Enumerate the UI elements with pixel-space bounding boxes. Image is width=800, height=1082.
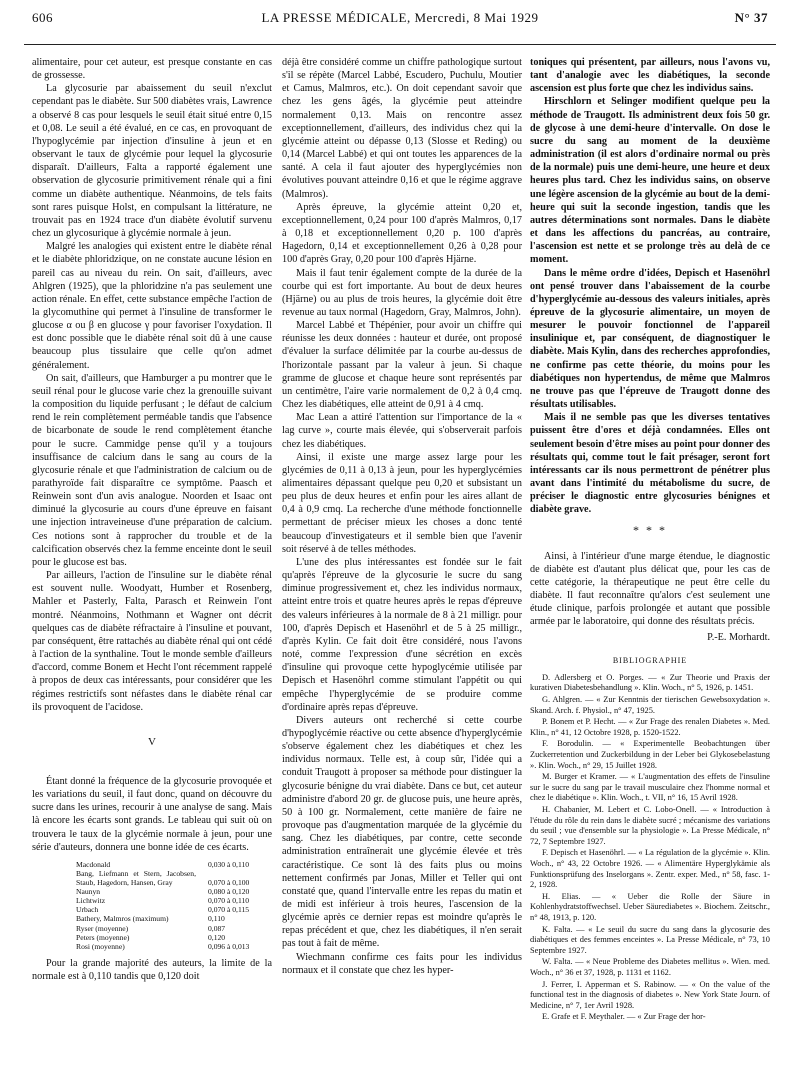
paragraph: Mais il ne semble pas que les diverses tentatives puissent être d'ores et déjà condamnées. Elles ont seulement besoin d'être mises au point pour donner des résultats qui, comme tout le fait présager, seront fort intéressants car ils nous permettront de pénétrer plus avant dans l'intimité du métabolisme du sucre, de préciser le diagnostic entre glycosuries bénignes et diabète grave.	[530, 412, 770, 516]
bibliography-entry: H. Elias. — « Ueber die Rolle der Säure in Kohlenhydratstoffwechsel. Ueber Säurediabetes ». Biochem. Zeitschr., n° 48, 1913, p. 120.	[530, 891, 770, 922]
paragraph: déjà être considéré comme un chiffre pathologique surtout s'il se répète (Marcel Labbé, Escudero, Puchulu, Moutier et Camus, Malmros, etc.). On doit cependant savoir que chez les gens âgés, la glycémie peut atteindre normalement 0,13. Mais on rencontre assez exceptionnellement, d'ailleurs, des individus chez qui la glycémie atteint ou dépasse 0,13 (Slosse et Reding) ou 0,14 (Marcel Labbé) et qui ont toutes les apparences de la santé. A cela il faut ajouter des hyperglycémies non évolutives pouvant atteindre 0,16 et que le régime aggrave (Malmros).	[282, 57, 522, 200]
column-left	[32, 56, 272, 983]
paragraph: La glycosurie par abaissement du seuil n'exclut cependant pas le diabète. Sur 500 diabètes vrais, Lawrence a observé 8 cas pour lesquels le seuil était situé entre 0,15 et 0,08. Le seuil a été évalué, en ce cas, en provoquant de l'hypoglycémie par injection d'insuline à jeun et en observant le taux de glycémie pour lequel la glycosurie disparaît. D'ailleurs, Falta a rapporté également une observation de glycosurie primitivement rénale qui a fini comme un diabète authentique. Néanmoins, de tels faits sont rares puisque Holst, en compulsant la littérature, ne trouvait pas en 1924 trace d'un diabète évolutif survenu chez un glycosurique à glycémie normale à jeun.	[32, 83, 272, 240]
author-cell: Naunyn	[76, 887, 101, 897]
section-numeral: V	[148, 735, 156, 748]
value-cell: 0,087	[208, 923, 226, 933]
bibliography	[530, 673, 770, 1023]
paragraph: alimentaire, pour cet auteur, est presque constante en cas de grossesse.	[32, 57, 272, 82]
table-row	[76, 887, 253, 896]
paragraph: Mais il faut tenir également compte de la durée de la courbe qui est fort importante. Au bout de deux heures (Hjärne) ou au plus de trois heures, la glycémie doit être revenue au taux normal (Hagedorn, Gray, Malmros, John).	[282, 267, 522, 318]
value-cell: 0,070 à 0,110	[208, 896, 250, 906]
table-row	[76, 905, 253, 914]
bibliography-entry: G. Ahlgren. — « Zur Kenntnis der tierischen Gewebsoxydation ». Skand. Arch. f. Physiol., n° 47, 1925.	[530, 695, 770, 715]
issue-number: N° 37	[734, 10, 768, 25]
value-cell: 0,080 à 0,120	[208, 887, 250, 897]
table-row	[76, 869, 253, 887]
table-row	[76, 914, 253, 923]
value-cell: 0,120	[208, 932, 226, 942]
bibliography-entry: F. Borodulin. — « Experimentelle Beobachtungen über Zuckerretention und Zuckerbildung in der Leber bei Glykosebelastung ». Klin. Woch., n° 29, 15 Juillet 1928.	[530, 739, 770, 770]
bibliography-entry: F. Depisch et Hasenöhrl. — « La régulation de la glycémie ». Klin. Woch., n° 43, 22 Octobre 1926. — « Alimentäre Hyperglykämie als Funktionsprüfung des Inselorgans ». Zentr. exper. Med., n° 58, fasc. 1-2, 1928.	[530, 848, 770, 890]
paragraph: Par ailleurs, l'action de l'insuline sur le diabète rénal est souvent nulle. Woodyatt, Humber et Rosenberg, Mahler et Pasterly, Falta, Parasch et Reinwein l'ont montré. Néanmoins, Nothmann et Wagner ont décrit quelques cas de diabète réfractaire à l'insuline et pouvant, par conséquent, être rattachés au diabète rénal qui ont cédé à l'action de la synthaline. Tout le monde semble d'ailleurs d'accord, comme Bonem et Hecht l'ont récemment rappelé à propos de deux cas intéressants, pour considérer que les régimes restrictifs sont néfastes dans le diabète rénal car ils provoquent de l'acidose.	[32, 570, 272, 713]
table-row	[76, 933, 253, 942]
paragraph: Marcel Labbé et Thépénier, pour avoir un chiffre qui réunisse les deux données : hauteur et durée, ont proposé d'évaluer la surface délimitée par la courbe au-dessus de l'horizontale passant par la valeur à jeun. Si chaque gramme de glucose et chaque heure sont représentés par un centimètre, l'aire varie normalement de 0,2 à 0,4 cmq. Chez les diabétiques, elle atteint de 0,91 à 4 cmq.	[282, 320, 522, 411]
bibliography-entry: D. Adlersberg et O. Porges. — « Zur Theorie und Praxis der kurativen Diabetesbehandlung ». Klin. Woch., n° 5, 1926, p. 1451.	[530, 672, 770, 693]
value-cell: 0,030 à 0,110	[208, 859, 250, 869]
paragraph: Hirschlorn et Selinger modifient quelque peu la méthode de Traugott. Ils administrent deux fois 50 gr. de glycose à une demi-heure d'intervalle. On dose le sucre du sang au moment de la deuxième administration (il est alors d'ordinaire normal ou près de la normale) puis une demi-heure, une heure et deux heures plus tard. Chez les individus sains, on observe une légère ascension de la glycémie au bout de la demi-heure qui suit la seconde ingestion, tandis que les autres déterminations sont normales. Dans le diabète et dans les affections du pancréas, au contraire, l'ascension est nette et se prolonge très au delà de ce moment.	[530, 96, 770, 266]
column-right	[530, 56, 770, 1024]
column-middle	[282, 56, 522, 977]
value-cell: 0,110	[208, 914, 225, 924]
paragraph: Malgré les analogies qui existent entre le diabète rénal et le diabète phloridzique, on ne constate aucune lésion en pareil cas au niveau du rein. On sait, d'ailleurs, avec Ahlgren (1925), que la phloridzine n'a pas seulement une action rénale. En effet, cette substance empêche l'action de la glycomuthine qui permet à l'insuline de transformer le glucose α ou β en glucose γ pour favoriser l'oxydation. Il est donc possible que le diabète rénal soit dû à une cause beaucoup plus tissulaire que celle qu'on admet généralement.	[32, 241, 272, 371]
paragraph: Mac Lean a attiré l'attention sur l'importance de la « lag curve », courte mais élevée, qui s'observerait parfois chez les diabétiques.	[282, 412, 522, 450]
page-number: 606	[32, 10, 53, 25]
bibliography-entry: H. Chabanier, M. Lebert et C. Lobo-Onell. — « Introduction à l'étude du rôle du rein dans le diabète sucré ; mécanisme des variations du seuil ; vue d'ensemble sur la physiologie ». La Presse Médicale, n° 72, 7 Septembre 1927.	[530, 805, 770, 846]
bibliography-entry: M. Burger et Kramer. — « L'augmentation des effets de l'insuline sur le sucre du sang par le travail musculaire chez l'homme normal et chez le diabétique ». Klin. Woch., t. VII, n° 16, 15 Avril 1928.	[530, 772, 770, 803]
bibliography-entry: E. Grafe et F. Meythaler. — « Zur Frage der hor-	[542, 1012, 706, 1022]
bibliography-entry: P. Bonem et P. Hecht. — « Zur Frage des renalen Diabetes ». Med. Klin., n° 41, 12 Octobre 1928, p. 1520-1522.	[530, 717, 770, 737]
paragraph: Divers auteurs ont recherché si cette courbe d'hypoglycémie réactive ou cette absence d'hyperglycémie s'observe également chez les diabétiques et chez les individus normaux. Telle est, à coup sûr, l'idée qui a conduit Traugott à proposer sa méthode pour distinguer la glycosurie bénigne du vrai diabète. Dans ce but, cet auteur administre d'abord 20 gr. de glucose puis, une heure après, 50 à 100 gr. Normalement, cette manière de faire ne provoque pas d'augmentation marquée de la glycémie du sang. Chez les diabétiques, par contre, cette seconde administration entraînerait une glycémie élevée et très caractéristique. Ce sont là des faits plus ou moins nettement confirmés par Jonas, Miller et Teller qui ont constaté que, quand l'intervalle entre les repas du matin et de midi est inférieur à trois heures, l'ascension de la glycémie après ce dernier repas est moindre qu'après le repas précédent et que, chez les diabétiques, il n'en serait pas tout à fait de même.	[282, 714, 522, 950]
bibliography-entry: J. Ferrer, I. Apperman et S. Rabinow. — « On the value of the functional test in the diagnosis of diabetes ». New York State Journ. of Medicine, n° 7, 1er Avril 1928.	[530, 979, 770, 1010]
author-cell: Macdonald	[76, 859, 111, 869]
conclusion-paragraph: Ainsi, à l'intérieur d'une marge étendue, le diagnostic de diabète est d'autant plus délicat que, pour les cas de cette catégorie, la thérapeutique ne peut être celle du diabète. Il faut reconnaître qu'alors c'est seulement une étude clinique, parfois prolongée et autant que possible armée par le laboratoire, qui donne des résultats précis.	[530, 550, 770, 628]
author-signature: P.-E. Morhardt.	[707, 631, 770, 643]
bibliography-entry: W. Falta. — « Neue Probleme des Diabetes mellitus ». Wien. med. Woch., n° 36 et 37, 1928, p. 1131 et 1162.	[530, 957, 770, 977]
paragraph: Wiechmann confirme ces faits pour les individus normaux et il constate que chez les hyper-	[282, 951, 522, 976]
author-cell: Ryser (moyenne)	[76, 923, 129, 933]
paragraph: L'une des plus intéressantes est fondée sur le fait qu'après l'épreuve de la glycosurie le sucre du sang diminue progressivement et, chez les individus normaux, atteint entre trois et quatre heures après le repas d'épreuve des valeurs inférieures à la normale de 8 à 21 milligr. pour 100, d'après Depisch et Hasenöhrl et de 5 à 25 milligr., d'après Kylin. Ce fait doit être considéré, nous l'avons noté, comme l'expression d'une sécrétion en excès d'insuline qui provoque cette hypoglycémie utilisée par Depisch et Hasenöhrl comme stimulant l'appétit ou qui empêche l'hyperglycémie de se produire comme d'ordinaire après repas d'épreuve.	[282, 556, 522, 713]
value-cell: 0,096 à 0,013	[208, 941, 250, 951]
bibliography-entry: K. Falta. — « Le seuil du sucre du sang dans la glycosurie des diabétiques et des femmes enceintes ». La Presse Médicale, n° 73, 10 Septembre 1927.	[530, 924, 770, 955]
glycemia-table	[76, 860, 253, 951]
author-cell: Peters (moyenne)	[76, 932, 130, 942]
paragraph: Étant donné la fréquence de la glycosurie provoquée et les variations du seuil, il faut donc, quand on découvre du sucre dans les urines, recourir à une analyse de sang. Mais là encore les écarts sont grands. Le tableau qui suit où on trouvera le taux de la glycémie normale à jeun, pour une série d'auteurs, donnera une bonne idée de ces écarts.	[32, 775, 272, 853]
table-row	[76, 942, 253, 951]
value-cell: 0,070 à 0,100	[208, 878, 250, 888]
table-row	[76, 896, 253, 905]
paragraph: On sait, d'ailleurs, que Hamburger a pu montrer que le seuil rénal pour le glucose varie chez la grenouille suivant la composition du liquide perfusant ; le défaut de calcium rend le rein complètement perméable tandis que l'absence de bicarbonate de soude le rend complètement étanche pour le sucre. Cammidge pense qu'il y a toujours insuffisance de calcium dans le sang au cours de la glycosurie rénale et que l'administration de calcium ou de parathyroïde fait disparaître ce symptôme. Paasch et Reinwein sont d'un avis analogue. Noorden et Isaac ont diminué la glycosurie au cours d'une épreuve en faisant une injection intraveineuse d'une préparation de calcium. Ces notions sont à rapprocher du trouble et de la calcification observés chez la femme enceinte dont le seuil pour le glucose est bas.	[32, 372, 272, 568]
bibliography-heading: BIBLIOGRAPHIE	[612, 655, 688, 665]
paragraph: Après épreuve, la glycémie atteint 0,20 et, exceptionnellement, 0,24 pour 100 d'après Malmros, 0,17 à 0,18 et exceptionnellement 0,20 p. 100 d'après Hagedorn, 0,14 et exceptionnellement 0,26 à 0,28 pour 100 d'après Gray, 0,20 pour 100 d'après Hjärne.	[282, 201, 522, 266]
author-cell: Rosi (moyenne)	[76, 941, 125, 951]
table-row	[76, 860, 253, 869]
value-cell: 0,070 à 0,115	[208, 905, 250, 915]
paragraph: Dans le même ordre d'idées, Depisch et Hasenöhrl ont pensé trouver dans l'abaissement de la courbe d'hyperglycémie au-dessous des valeurs initiales, après épreuve de la glycosurie alimentaire, un moyen de mesurer le pouvoir fonctionnel de l'appareil insulinique et, par conséquent, de diagnostiquer le diabète. Mais Kylin, dans des recherches approfondies, ne confirme pas cette théorie, du moins pour les diabétiques non hypertendus, de même que Malmros ne trouve pas que l'épreuve de Traugott donne des résultats utilisables.	[530, 267, 770, 411]
author-cell: Bang, Liefmann et Stern, Jacobsen, Staub, Hagedorn, Hansen, Gray	[76, 869, 196, 888]
paragraph: Ainsi, il existe une marge assez large pour les glycémies de 0,11 à 0,13 à jeun, pour les hyperglycémies alimentaires dépassant quelque peu 0,20 et subsistant un peu plus de deux heures et enfin pour les aires allant de 0,4 à 0,9 cmq. La recherche d'une méthode fonctionnelle permettant de préciser mieux les choses a donc tenté beaucoup d'investigateurs et il semble bien que l'avenir soit réservé à de telles méthodes.	[282, 451, 522, 555]
author-cell: Urbach	[76, 905, 99, 915]
section-separator: * * *	[633, 523, 667, 538]
author-cell: Bathery, Malmros (maximum)	[76, 914, 169, 924]
journal-title: LA PRESSE MÉDICALE, Mercredi, 8 Mai 1929	[261, 10, 539, 25]
paragraph: toniques qui présentent, par ailleurs, nous l'avons vu, tant d'analogie avec les diabétiques, la seconde ascension est plus forte que chez les individus sains.	[530, 57, 770, 95]
table-row	[76, 924, 253, 933]
page-header	[24, 0, 776, 45]
paragraph: Pour la grande majorité des auteurs, la limite de la normale est à 0,110 tandis que 0,120 doit	[32, 957, 272, 982]
author-cell: Lichtwitz	[76, 896, 106, 906]
